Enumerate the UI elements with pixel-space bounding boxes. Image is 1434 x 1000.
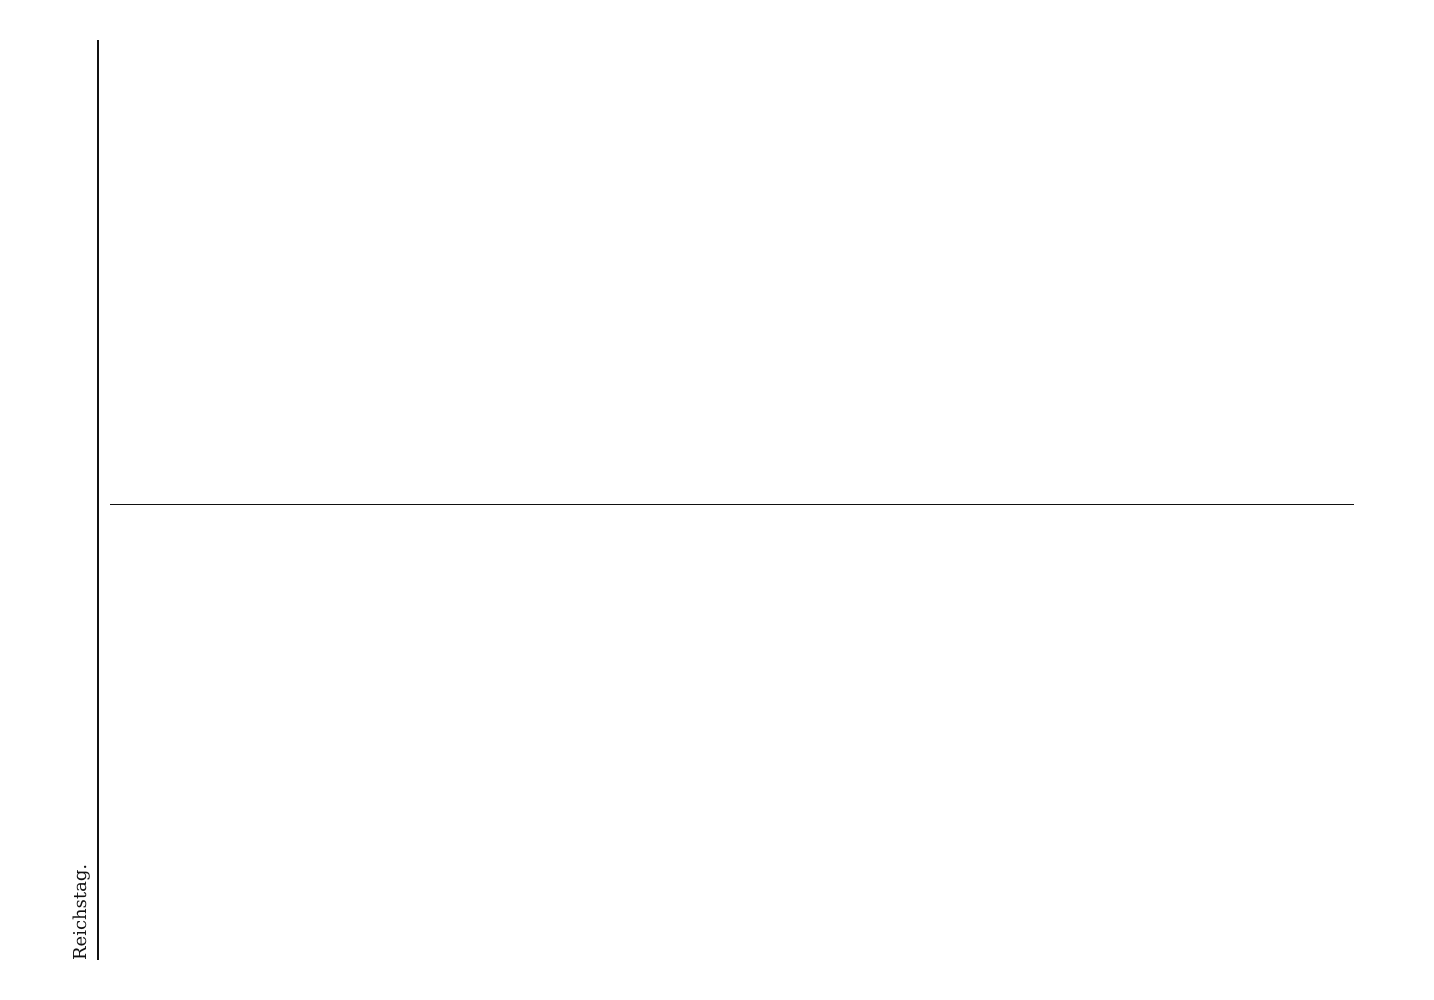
column-divider [110, 504, 1354, 505]
right-column [110, 50, 1354, 480]
header-left: Reichstag. [70, 863, 91, 960]
left-column [110, 530, 1354, 960]
page-header [70, 40, 99, 960]
